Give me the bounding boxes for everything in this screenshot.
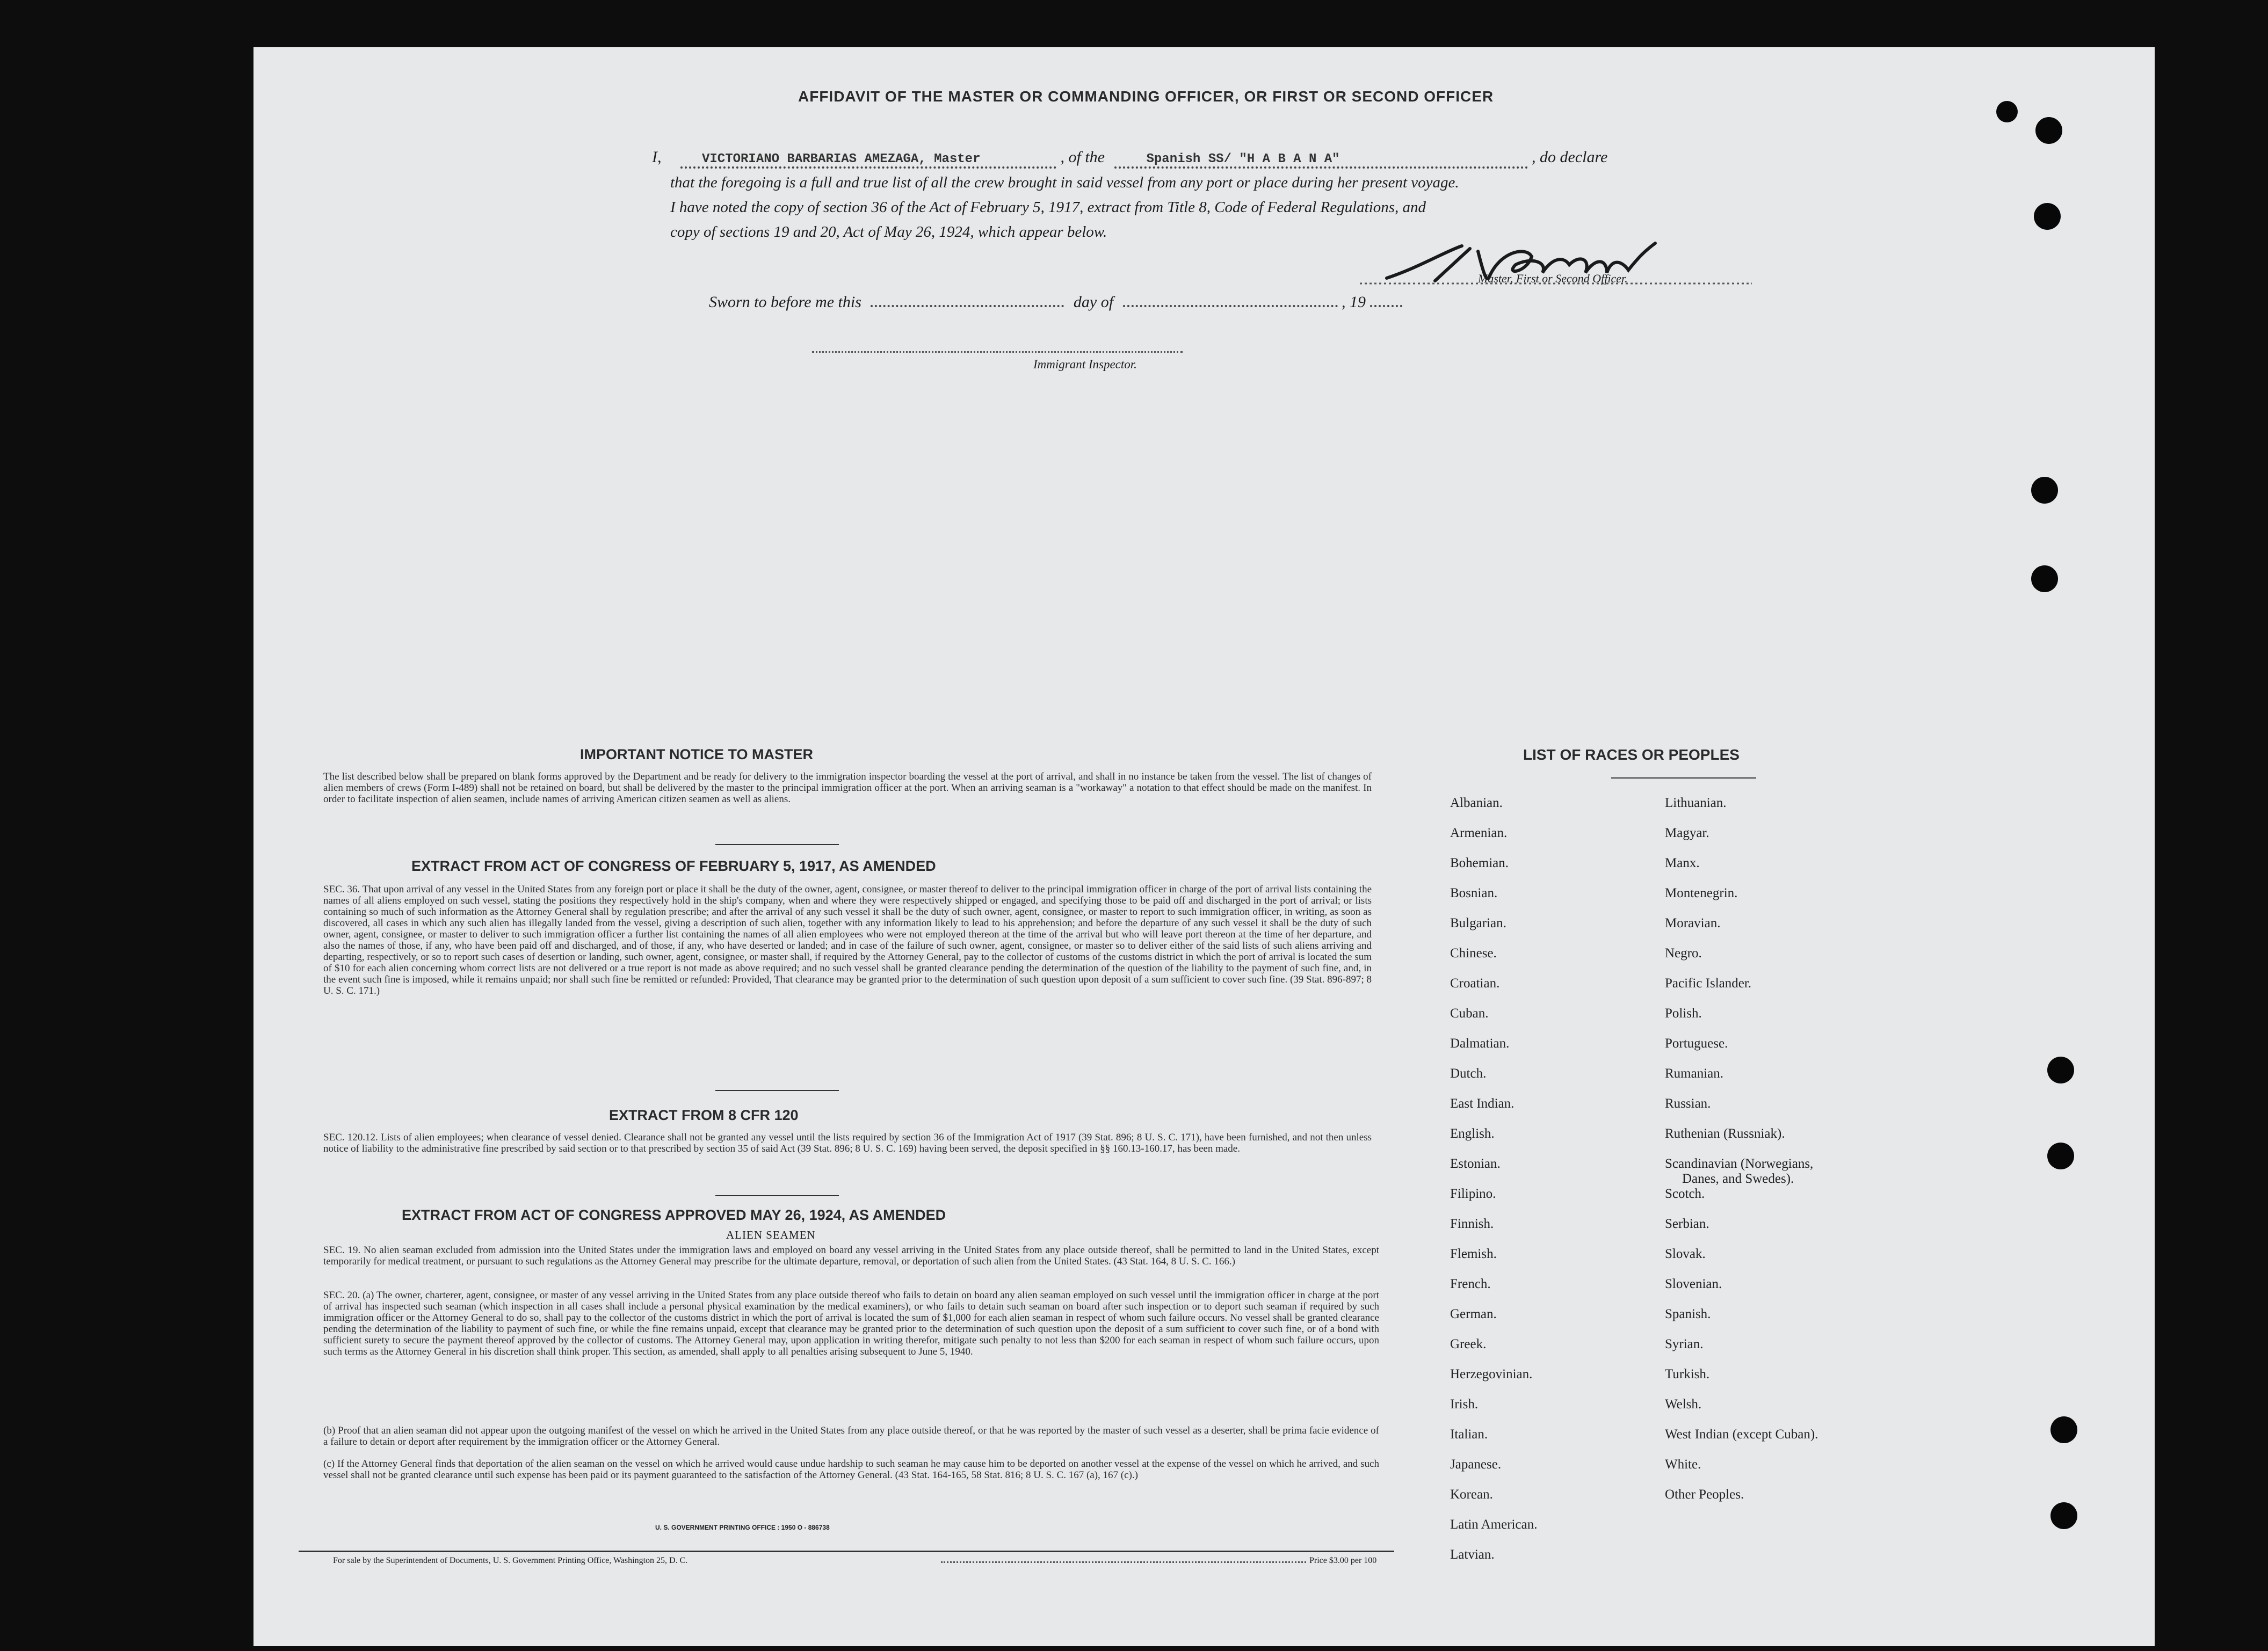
punch-hole: [2034, 203, 2061, 230]
race-item: Pacific Islander.: [1665, 976, 1752, 991]
race-item: Croatian.: [1450, 976, 1500, 991]
sec20c-text: (c) If the Attorney General finds that deportation of the alien seaman on the vessel on which he arrived would cause undue hardship to such seaman he may cause him to be deported on another vessel at the expense of the vessel on which he arrived, and such vessel shall not be granted clearance until such expense has been paid or its payment guaranteed to the satisfaction of the Attorney General. (43 Stat. 164-165, 58 Stat. 816; 8 U. S. C. 167 (a), 167 (c).): [323, 1458, 1379, 1481]
footer-rule: [299, 1551, 1394, 1552]
affidavit-line-2: that the foregoing is a full and true list of all the crew brought in said vessel from any port or place during her present voyage.: [670, 174, 1459, 191]
race-item: Serbian.: [1665, 1217, 1709, 1231]
race-item: Irish.: [1450, 1397, 1479, 1412]
divider: [715, 1195, 839, 1196]
race-item: Syrian.: [1665, 1337, 1704, 1351]
sec19-text: SEC. 19. No alien seaman excluded from admission into the United States under the immigration laws and employed on board any vessel arriving in the United States from any place outside thereof, shall be permitted to land in the United States, except temporarily for medical treatment, or pursuant to such regulations as the Attorney General may prescribe for the ultimate departure, removal, or deportation of such alien from the United States. (43 Stat. 164, 8 U. S. C. 166.): [323, 1245, 1379, 1267]
extract-cfr-title: EXTRACT FROM 8 CFR 120: [609, 1107, 799, 1123]
race-item: Turkish.: [1665, 1367, 1710, 1381]
affidavit-line-4: copy of sections 19 and 20, Act of May 26, 1924, which appear below.: [670, 223, 1107, 241]
sec20b-text: (b) Proof that an alien seaman did not appear upon the outgoing manifest of the vessel on which he arrived in the United States from any place outside thereof, or that he was reported by the master of such vessel as a deserter, shall be prima facie evidence of a failure to detain or deport after requirement by the immigration officer or the Attorney General.: [323, 1425, 1379, 1448]
race-item: Chinese.: [1450, 946, 1497, 961]
race-item: Russian.: [1665, 1096, 1711, 1111]
race-item: Slovenian.: [1665, 1277, 1722, 1291]
notice-title: IMPORTANT NOTICE TO MASTER: [580, 746, 813, 762]
document-page: [253, 47, 2155, 1646]
punch-hole: [2035, 117, 2062, 144]
punch-hole: [2050, 1502, 2077, 1529]
race-item: Bosnian.: [1450, 886, 1498, 900]
race-item: Montenegrin.: [1665, 886, 1738, 900]
race-item: Negro.: [1665, 946, 1702, 961]
race-item: Albanian.: [1450, 796, 1503, 810]
race-item: Bulgarian.: [1450, 916, 1506, 930]
races-title: LIST OF RACES OR PEOPLES: [1523, 746, 1740, 763]
vessel-name: Spanish SS/ "H A B A N A": [1146, 152, 1340, 166]
signature-caption: Master, First or Second Officer.: [1478, 272, 1628, 285]
sworn-label: Sworn to before me this: [709, 293, 861, 311]
year-label: , 19: [1342, 293, 1366, 311]
race-item: Finnish.: [1450, 1217, 1494, 1231]
race-item: Flemish.: [1450, 1247, 1497, 1261]
race-item: Spanish.: [1665, 1307, 1711, 1321]
race-item: Dutch.: [1450, 1066, 1487, 1081]
race-item: Moravian.: [1665, 916, 1721, 930]
footer-sale-text: For sale by the Superintendent of Documents, U. S. Government Printing Office, Washington 25, D. C.: [333, 1556, 688, 1565]
race-item: Magyar.: [1665, 826, 1709, 840]
inspector-label: Immigrant Inspector.: [1033, 358, 1137, 371]
notice-text: The list described below shall be prepared on blank forms approved by the Department and be ready for delivery to the immigration inspector boarding the vessel at the port of arrival, and shall in no instance be taken from the vessel. The list of changes of alien members of crews (Form I-489) shall not be retained on board, but shall be delivered by the master to the principal immigration officer at the port. When an arriving seaman is a "workaway" a notation to that effect should be made on the manifest. In order to facilitate inspection of alien seamen, include names of arriving American citizen seamen as well as aliens.: [323, 771, 1372, 805]
footer-dots: [941, 1561, 1306, 1563]
race-item: German.: [1450, 1307, 1497, 1321]
affidavit-i: I,: [652, 148, 662, 166]
day-of-label: day of: [1073, 293, 1114, 311]
punch-hole: [2050, 1416, 2077, 1443]
punch-hole: [2031, 565, 2058, 592]
race-item: Italian.: [1450, 1427, 1488, 1442]
race-item: West Indian (except Cuban).: [1665, 1427, 1818, 1442]
extract-1924-title: EXTRACT FROM ACT OF CONGRESS APPROVED MAY 26, 1924, AS AMENDED: [402, 1207, 946, 1223]
race-item: Bohemian.: [1450, 856, 1509, 870]
affidavit-line-1: [652, 148, 1607, 169]
race-item: Manx.: [1665, 856, 1700, 870]
race-item: Welsh.: [1665, 1397, 1702, 1412]
punch-hole: [2047, 1057, 2074, 1083]
race-item: Latvian.: [1450, 1547, 1495, 1562]
affidavit-line-3: I have noted the copy of section 36 of the Act of February 5, 1917, extract from Title 8, Code of Federal Regulations, and: [670, 199, 1426, 216]
race-item: Greek.: [1450, 1337, 1487, 1351]
race-item: Korean.: [1450, 1487, 1493, 1502]
race-item: Portuguese.: [1665, 1036, 1728, 1051]
punch-hole: [2031, 477, 2058, 504]
race-item: Filipino.: [1450, 1187, 1496, 1201]
races-divider: [1611, 777, 1756, 779]
race-item: Rumanian.: [1665, 1066, 1724, 1081]
punch-hole: [1996, 101, 2018, 122]
race-item: Japanese.: [1450, 1457, 1502, 1472]
race-item: Dalmatian.: [1450, 1036, 1510, 1051]
inspector-signature-line: [812, 351, 1183, 353]
divider: [715, 844, 839, 845]
divider: [715, 1090, 839, 1091]
sworn-line: [709, 293, 1402, 311]
punch-hole: [2047, 1143, 2074, 1169]
master-name: VICTORIANO BARBARIAS AMEZAGA, Master: [702, 152, 981, 166]
race-item: Herzegovinian.: [1450, 1367, 1533, 1381]
race-item: East Indian.: [1450, 1096, 1515, 1111]
race-item: Other Peoples.: [1665, 1487, 1744, 1502]
race-item: Slovak.: [1665, 1247, 1706, 1261]
extract-cfr-text: SEC. 120.12. Lists of alien employees; when clearance of vessel denied. Clearance shall not be granted any vessel until the lists required by section 36 of the Immigration Act of 1917 (39 Stat. 896; 8 U. S. C. 171), have been furnished, and not then unless notice of liability to the administrative fine prescribed by said section or to that prescribed by section 35 of said Act (39 Stat. 896; 8 U. S. C. 169) having been served, the deposit specified in §§ 160.13-160.17, has been made.: [323, 1132, 1372, 1154]
race-item: Scandinavian (Norwegians,: [1665, 1157, 1814, 1171]
race-item: Lithuanian.: [1665, 796, 1727, 810]
extract-1917-title: EXTRACT FROM ACT OF CONGRESS OF FEBRUARY 5, 1917, AS AMENDED: [411, 858, 936, 874]
affidavit-do-declare: , do declare: [1532, 148, 1608, 166]
footer-price: Price $3.00 per 100: [1309, 1556, 1377, 1565]
printing-office-line: U. S. GOVERNMENT PRINTING OFFICE : 1950 O - 886738: [655, 1524, 830, 1531]
affidavit-of-the: , of the: [1060, 148, 1105, 166]
race-item: Ruthenian (Russniak).: [1665, 1126, 1785, 1141]
race-item: French.: [1450, 1277, 1491, 1291]
race-item: Cuban.: [1450, 1006, 1489, 1021]
race-item: Polish.: [1665, 1006, 1702, 1021]
race-item: Armenian.: [1450, 826, 1508, 840]
race-item: White.: [1665, 1457, 1701, 1472]
race-item: Latin American.: [1450, 1517, 1538, 1532]
affidavit-title: AFFIDAVIT OF THE MASTER OR COMMANDING OFFICER, OR FIRST OR SECOND OFFICER: [798, 88, 1494, 105]
race-item: English.: [1450, 1126, 1495, 1141]
race-item: Danes, and Swedes).: [1682, 1172, 1794, 1186]
race-item: Estonian.: [1450, 1157, 1501, 1171]
extract-1917-text: SEC. 36. That upon arrival of any vessel in the United States from any foreign port or place it shall be the duty of the owner, agent, consignee, or master thereof to deliver to the principal immigration officer in charge of the port of arrival lists containing the names of all aliens employed on such vessel, stating the positions they respectively hold in the ship's company, when and where they were respectively shipped or engaged, and specifying those to be paid off and discharged in the port of arrival; or lists containing so much of such information as the Attorney General shall by regulation prescribe; and after the arrival of any such vessel it shall be the duty of such owner, agent, consignee, or master to report to such immigration officer, in writing, as soon as discovered, all cases in which any such alien has illegally landed from the vessel, giving a description of such alien, together with any information likely to lead to his apprehension; and before the departure of any such vessel it shall be the duty of such owner, agent, consignee, or master to deliver to such immigration officer a further list containing the names of all alien employees who were not employed thereon at the time of the arrival but who will leave port thereon at the time of her departure, and also the names of those, if any, who have been paid off and discharged, and of those, if any, who have deserted or landed; and in case of the failure of such owner, agent, consignee, or master so to deliver either of the said lists of such aliens arriving and departing, respectively, or so to report such cases of desertion or landing, such owner, agent, consignee, or master shall, if required by the Attorney General, pay to the collector of customs of the customs district in which the port of arrival is located the sum of $10 for each alien concerning whom correct lists are not delivered or a true report is not made as above required; and no such vessel shall be granted clearance pending the determination of the question of the liability to the payment of such fine, and, in the event such fine is imposed, while it remains unpaid; nor shall such fine be remitted or refunded: Provided, That clearance may be granted prior to the determination of such question upon deposit of a sum sufficient to cover such fine. (39 Stat. 896-897; 8 U. S. C. 171.): [323, 884, 1372, 997]
alien-seamen-subtitle: ALIEN SEAMEN: [726, 1228, 816, 1241]
race-item: Scotch.: [1665, 1187, 1705, 1201]
sec20a-text: SEC. 20. (a) The owner, charterer, agent, consignee, or master of any vessel arriving in the United States from any place outside thereof who fails to detain on board any alien seaman employed on such vessel until the immigration officer in charge at the port of arrival has inspected such seaman (which inspection in all cases shall include a personal physical examination by the medical examiners), or who fails to detain such seaman on board after such inspection or to deport such seaman if required by such immigration officer or the Attorney General to do so, shall pay to the collector of the customs district in which the port of arrival is located the sum of $1,000 for each alien seaman in respect of whom such failure occurs. No vessel shall be granted clearance pending the determination of the liability to payment of such fine, or while the fine remains unpaid, except that clearance may be granted prior to the determination of such question upon the deposit of a sum sufficient to cover such fine, or of a bond with sufficient surety to secure the payment thereof approved by the collector of customs. The Attorney General may, upon application in writing therefor, mitigate such penalty to not less than $200 for each seaman in respect of whom such failure occurs, upon such terms as the Attorney General in his discretion shall think proper. This section, as amended, shall apply to all penalties arising subsequent to June 5, 1940.: [323, 1290, 1379, 1357]
